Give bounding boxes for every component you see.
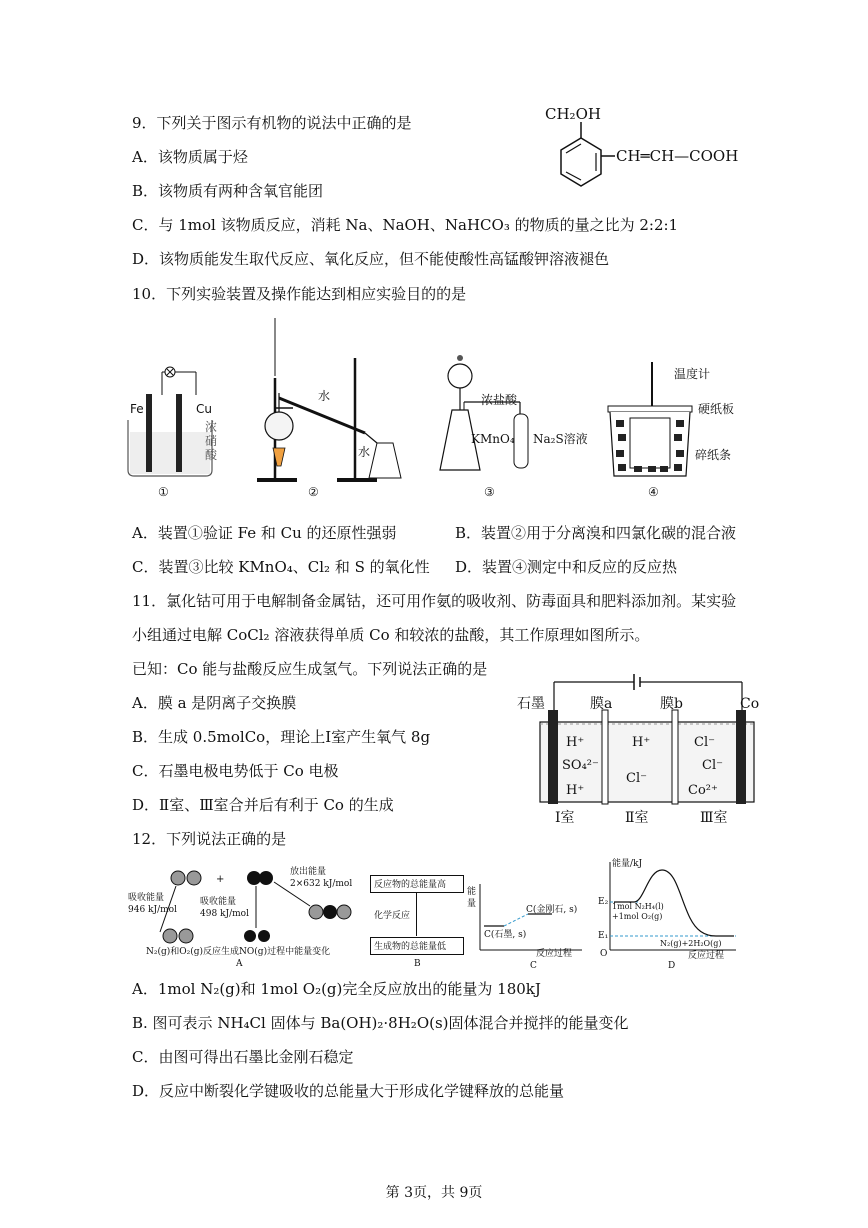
q10-stem: 10．下列实验装置及操作能达到相应实验目的的是 [132,285,467,303]
stand-base [257,478,297,482]
fig-b-arrow [416,892,417,936]
fig-a-caption: N₂(g)和O₂(g)反应生成NO(g)过程中能量变化 [146,947,331,957]
o-atom [247,871,261,885]
label-cardboard: 硬纸板 [698,402,735,416]
fig-d-ylabel: 能量/kJ [612,859,643,869]
acid-liquid [130,432,210,474]
o-atom [259,871,273,885]
q11-stem-3: 已知：Co 能与盐酸反应生成氢气。下列说法正确的是 [132,660,488,678]
label-water-out: 水 [358,445,371,459]
q12-option-b: B. 图可表示 NH₄Cl 固体与 Ba(OH)₂·8H₂O(s)固体混合并搅拌的能量变化 [132,1014,629,1032]
ion-room3-cl2: Cl⁻ [702,758,723,773]
q9-option-c: C．与 1mol 该物质反应，消耗 Na、NaOH、NaHCO₃ 的物质的量之比为 2:2:1 [132,216,679,234]
label-co: Co [740,696,760,712]
label-membrane-a: 膜a [590,696,613,712]
label-graphite: 石墨 [517,696,545,712]
fig-d-origin: O [600,949,608,959]
q9-option-d: D．该物质能发生取代反应、氧化反应，但不能使酸性高锰酸钾溶液褪色 [132,250,610,268]
label-kmno4: KMnO₄ [471,432,515,446]
fig-b-top: 反应物的总能量高 [374,880,447,890]
q11-option-b: B．生成 0.5molCo，理论上Ⅰ室产生氧气 8g [132,728,431,746]
label-fe: Fe [130,402,144,416]
q10-option-b: B．装置②用于分离溴和四氯化碳的混合液 [455,524,737,542]
fig-d-e1: E₁ [598,931,609,941]
fig-c-xlabel: 反应过程 [536,949,573,959]
ion-room1-h: H⁺ [566,735,585,750]
page-footer: 第 3页，共 9页 [385,1185,483,1201]
fig-d-product: N₂(g)+2H₂O(g) [660,939,722,948]
q10-option-a: A．装置①验证 Fe 和 Cu 的还原性强弱 [132,524,397,542]
fig-a-absorb-2: 吸收能量 498 kJ/mol [200,897,249,919]
fig-d-e2: E₂ [598,897,609,907]
apparatus-num-4: ④ [648,485,659,499]
membrane-a [602,710,608,804]
label-paper-scraps: 碎纸条 [695,448,732,462]
q11-option-a: A．膜 a 是阴离子交换膜 [132,694,297,712]
apparatus-2 [245,318,415,488]
fig-b-label: B [414,959,421,969]
fig-a-plus: + [216,874,225,885]
structure-chain: CH═CH—COOH [616,147,739,165]
q12-option-c: C．由图可得出石墨比金刚石稳定 [132,1048,354,1066]
fig-d-label: D [668,961,676,971]
apparatus-num-1: ① [158,485,169,499]
figure-c [470,880,590,955]
graphite-electrode [548,710,558,804]
cu-electrode [176,394,182,472]
co-electrode [736,710,746,804]
label-thermometer: 温度计 [674,367,711,381]
q11-option-d: D．Ⅱ室、Ⅲ室合并后有利于 Co 的生成 [132,796,394,814]
fig-c-ylabel: 能 量 [467,887,477,909]
ion-room3-co: Co²⁺ [688,783,718,798]
q9-option-b: B．该物质有两种含氧官能团 [132,182,324,200]
n-atom [187,871,201,885]
apparatus-num-3: ③ [484,485,495,499]
fig-a-label: A [236,959,243,969]
ion-room2-cl: Cl⁻ [626,771,647,786]
benzene-ring [561,138,601,186]
q9-option-a: A．该物质属于烃 [132,148,248,166]
receiving-flask [369,443,401,478]
fig-b-bottom: 生成物的总能量低 [374,942,447,952]
label-conc-hcl: 浓盐酸 [481,393,518,407]
cardboard [608,406,692,412]
structure-ch2oh: CH₂OH [545,105,601,123]
q12-option-a: A．1mol N₂(g)和 1mol O₂(g)完全反应放出的能量为 180kJ [132,980,541,998]
q10-option-d: D．装置④测定中和反应的反应热 [455,558,678,576]
n-atom [171,871,185,885]
fig-a-absorb-1: 吸收能量 946 kJ/mol [128,893,177,915]
ion-room1-h2: H⁺ [566,783,585,798]
distillation-flask [265,412,293,440]
label-water-in: 水 [318,389,331,403]
q11-option-c: C．石墨电极电势低于 Co 电极 [132,762,339,780]
ion-room3-cl: Cl⁻ [694,735,715,750]
q11-stem-1: 11．氯化钴可用于电解制备金属钴，还可用作氨的吸收剂、防毒面具和肥料添加剂。某实验 [132,592,737,610]
fig-b-mid: 化学反应 [374,911,411,921]
q9-stem: 9．下列关于图示有机物的说法中正确的是 [132,114,412,132]
q10-option-c: C．装置③比较 KMnO₄、Cl₂ 和 S 的氧化性 [132,558,430,576]
label-cu: Cu [196,402,212,416]
fig-c-graphite: C(石墨, s) [484,930,527,940]
label-conc-nitric-acid: 浓 硝 酸 [205,420,218,462]
q12-option-d: D．反应中断裂化学键吸收的总能量大于形成化学键释放的总能量 [132,1082,565,1100]
ion-room2-h: H⁺ [632,735,651,750]
fig-c-diamond: C(金刚石, s) [526,905,578,915]
separatory-funnel [448,364,472,388]
label-room-3: Ⅲ室 [700,810,728,826]
q11-stem-2: 小组通过电解 CoCl₂ 溶液获得单质 Co 和较浓的盐酸，其工作原理如图所示。 [132,626,650,644]
fig-d-xlabel: 反应过程 [688,951,725,961]
membrane-b [672,710,678,804]
fig-c-label: C [530,961,537,971]
label-room-1: Ⅰ室 [555,810,575,826]
label-room-2: Ⅱ室 [625,810,649,826]
apparatus-3 [432,352,562,482]
test-tube [514,414,528,468]
label-membrane-b: 膜b [660,696,683,712]
fig-a-release: 放出能量 2×632 kJ/mol [290,867,353,889]
label-na2s: Na₂S溶液 [533,432,588,446]
fe-electrode [146,394,152,472]
apparatus-num-2: ② [308,485,319,499]
fig-d-reactant: 1mol N₂H₄(l) +1mol O₂(g) [612,902,664,921]
q12-stem: 12．下列说法正确的是 [132,830,287,848]
ion-room1-so4: SO₄²⁻ [562,758,599,773]
